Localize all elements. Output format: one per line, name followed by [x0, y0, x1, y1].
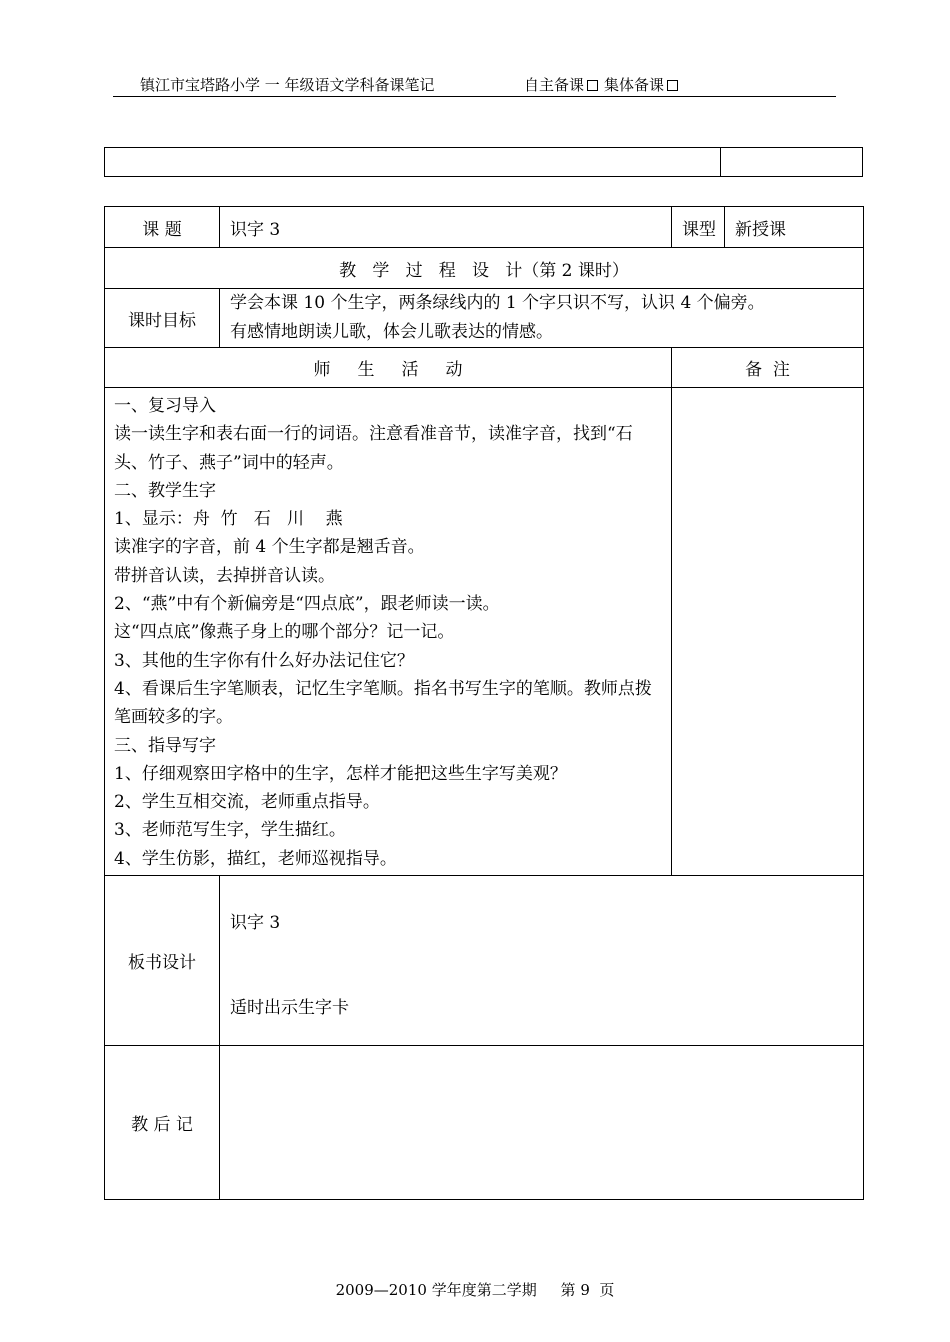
process-line: 2、“燕”中有个新偏旁是“四点底”，跟老师读一读。 [114, 594, 500, 615]
process-line: 一、复习导入 [114, 396, 216, 416]
teaching-process [105, 388, 672, 876]
self-prep-label: 自主备课 [524, 76, 585, 94]
board-design-cell [220, 876, 864, 1046]
process-line: 带拼音认读，去掉拼音认读。 [114, 565, 335, 586]
design-title: 教 学 过 程 设 计（第 2 课时） [105, 248, 864, 289]
process-line: 1、仔细观察田字格中的生字，怎样才能把这些生字写美观？ [114, 763, 567, 784]
type-value: 新授课 [725, 207, 864, 248]
goal-line: 学会本课 10 个生字，两条绿线内的 1 个字只识不写，认识 4 个偏旁。 [230, 293, 765, 313]
process-line: 这“四点底”像燕子身上的哪个部分？记一记。 [114, 622, 455, 643]
blank-top-table [104, 147, 863, 177]
self-prep-checkbox[interactable] [587, 80, 598, 91]
topic-label: 课 题 [105, 207, 220, 248]
topic-value: 识字 3 [220, 207, 672, 248]
type-label: 课型 [672, 207, 725, 248]
blank-cell-right [721, 148, 863, 177]
prep-options [524, 74, 684, 96]
group-prep-checkbox[interactable] [667, 80, 678, 91]
reflection-label: 教 后 记 [105, 1046, 220, 1200]
process-line: 二、教学生字 [114, 480, 216, 501]
board-line: 适时出示生字卡 [230, 998, 349, 1019]
group-prep-label: 集体备课 [604, 76, 665, 94]
notes-header: 备 注 [672, 348, 864, 388]
process-line: 读准字的字音，前 4 个生字都是翘舌音。 [114, 537, 425, 558]
process-line: 2、学生互相交流，老师重点指导。 [114, 792, 380, 813]
school-subject-title: 镇江市宝塔路小学 一 年级语文学科备课笔记 [140, 76, 435, 94]
process-line: 读一读生字和表右面一行的词语。注意看准音节，读准字音，找到“石头、竹子、燕子”词中的轻声。 [114, 424, 633, 473]
goal-label: 课时目标 [105, 289, 220, 348]
goal-cell [220, 289, 864, 348]
goal-line: 有感情地朗读儿歌，体会儿歌表达的情感。 [230, 322, 553, 342]
notes-cell [672, 388, 864, 876]
board-line: 识字 3 [230, 913, 281, 934]
process-line: 1、显示：舟 竹 石 川 燕 [114, 509, 343, 530]
process-line: 3、其他的生字你有什么好办法记住它？ [114, 650, 414, 671]
lesson-plan-table [104, 206, 864, 1200]
page-header [113, 74, 836, 97]
blank-cell-left [105, 148, 721, 177]
reflection-cell [220, 1046, 864, 1200]
process-line: 4、看课后生字笔顺表，记忆生字笔顺。指名书写生字的笔顺。教师点拨笔画较多的字。 [114, 678, 652, 728]
page-footer: 2009—2010 学年度第二学期 第 9 页 [335, 1281, 615, 1299]
process-line: 4、学生仿影，描红，老师巡视指导。 [114, 848, 397, 869]
process-line: 3、老师范写生字，学生描红。 [114, 820, 346, 841]
board-label: 板书设计 [105, 876, 220, 1046]
process-line: 三、指导写字 [114, 735, 216, 756]
activity-header: 师 生 活 动 [105, 348, 672, 388]
